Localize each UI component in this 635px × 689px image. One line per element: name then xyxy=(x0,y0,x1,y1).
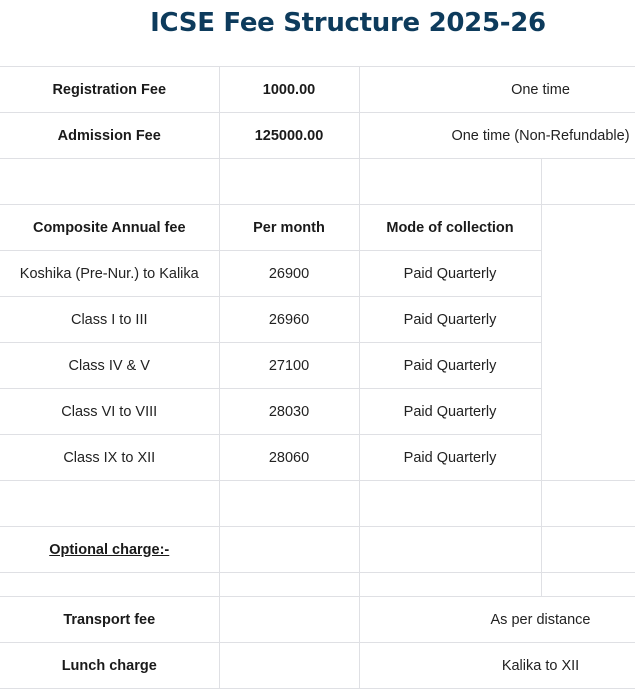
collection-mode: Paid Quarterly xyxy=(359,389,541,435)
table-row xyxy=(0,297,635,343)
fee-amount: 125000.00 xyxy=(219,113,359,159)
empty-cell xyxy=(219,597,359,643)
collection-mode: Paid Quarterly xyxy=(359,297,541,343)
table-row xyxy=(0,389,635,435)
empty-cell xyxy=(219,481,359,527)
optional-note: Kalika to XII xyxy=(359,643,635,689)
column-header-class: Composite Annual fee xyxy=(0,205,219,251)
empty-cell xyxy=(219,527,359,573)
empty-cell xyxy=(359,573,541,597)
class-name: Koshika (Pre-Nur.) to Kalika xyxy=(0,251,219,297)
table-row xyxy=(0,643,635,689)
fee-note: One time (Non-Refundable) xyxy=(359,113,635,159)
table-row xyxy=(0,113,635,159)
optional-charge-heading: Optional charge:- xyxy=(0,527,219,573)
empty-cell xyxy=(219,643,359,689)
empty-cell xyxy=(219,573,359,597)
table-row xyxy=(0,251,635,297)
fee-label: Registration Fee xyxy=(0,67,219,113)
page-title: ICSE Fee Structure 2025-26 xyxy=(150,8,546,38)
table-row xyxy=(0,67,635,113)
empty-cell xyxy=(0,573,219,597)
fee-amount: 1000.00 xyxy=(219,67,359,113)
column-header-per-month: Per month xyxy=(219,205,359,251)
class-name: Class VI to VIII xyxy=(0,389,219,435)
header-row xyxy=(0,205,635,251)
empty-row xyxy=(0,159,635,205)
empty-cell xyxy=(359,481,541,527)
empty-cell xyxy=(541,527,635,573)
table-row xyxy=(0,435,635,481)
per-month-value: 28030 xyxy=(219,389,359,435)
collection-mode: Paid Quarterly xyxy=(359,251,541,297)
empty-cell xyxy=(541,573,635,597)
column-header-mode: Mode of collection xyxy=(359,205,541,251)
empty-cell xyxy=(0,481,219,527)
class-name: Class IX to XII xyxy=(0,435,219,481)
optional-label: Lunch charge xyxy=(0,643,219,689)
fee-structure-table xyxy=(0,66,635,689)
per-month-value: 27100 xyxy=(219,343,359,389)
empty-cell xyxy=(541,159,635,205)
class-name: Class I to III xyxy=(0,297,219,343)
fee-label: Admission Fee xyxy=(0,113,219,159)
optional-label: Transport fee xyxy=(0,597,219,643)
collection-mode: Paid Quarterly xyxy=(359,435,541,481)
empty-cell xyxy=(219,159,359,205)
table-row xyxy=(0,343,635,389)
empty-cell xyxy=(541,481,635,527)
optional-note: As per distance xyxy=(359,597,635,643)
table-row xyxy=(0,597,635,643)
per-month-value: 26960 xyxy=(219,297,359,343)
collection-mode: Paid Quarterly xyxy=(359,343,541,389)
empty-cell xyxy=(541,205,635,481)
empty-cell xyxy=(359,527,541,573)
empty-row xyxy=(0,481,635,527)
empty-row xyxy=(0,573,635,597)
class-name: Class IV & V xyxy=(0,343,219,389)
fee-note: One time xyxy=(359,67,635,113)
optional-heading-row xyxy=(0,527,635,573)
empty-cell xyxy=(0,159,219,205)
empty-cell xyxy=(359,159,541,205)
per-month-value: 26900 xyxy=(219,251,359,297)
per-month-value: 28060 xyxy=(219,435,359,481)
